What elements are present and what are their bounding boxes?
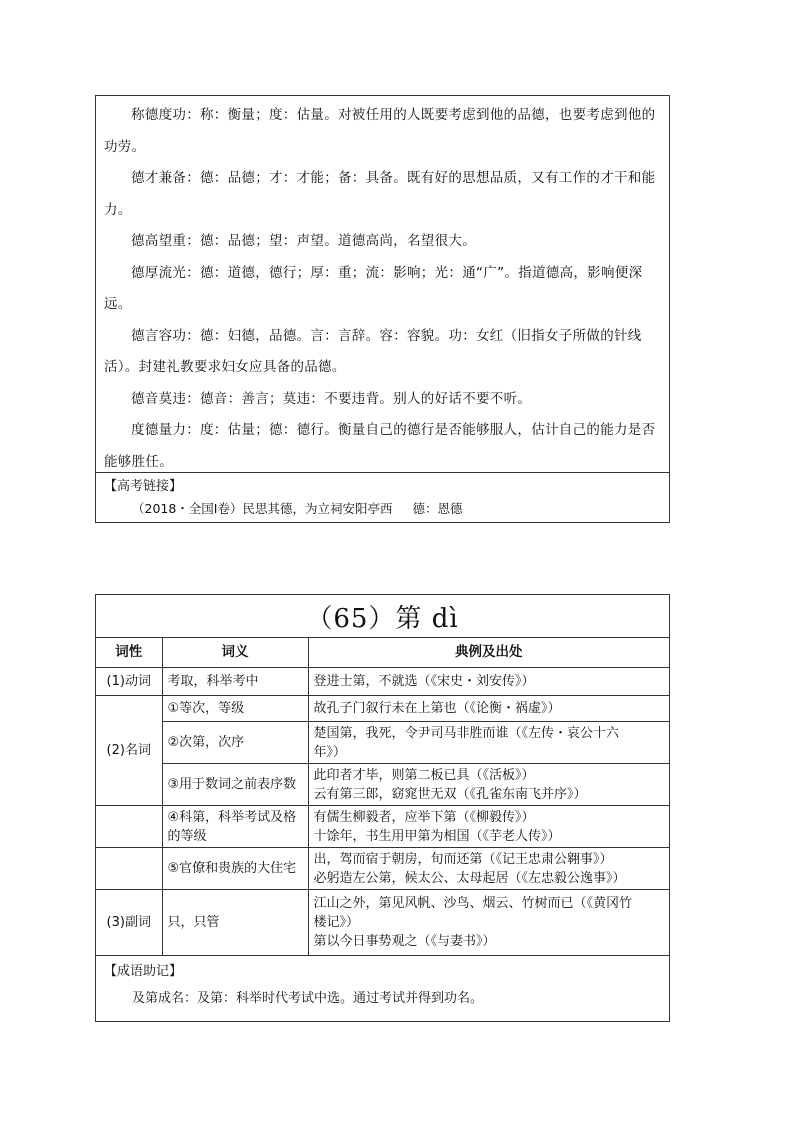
table-row	[96, 696, 669, 722]
pos-cell: (3)副词	[96, 890, 162, 956]
example-line: 出，驾而宿于朝房，旬而还第（《记王忠肃公翱事》）	[313, 851, 613, 867]
pos-cell-empty	[96, 848, 162, 890]
example-cell	[308, 764, 669, 806]
idiom-box	[95, 95, 670, 523]
idiom-entry: 德音莫违：德音：善言；莫违：不要违背。别人的好话不要不听。	[131, 390, 532, 407]
example-line: 江山之外，第见风帆、沙鸟、烟云、竹树而已（《黄冈竹	[313, 896, 633, 911]
meaning-cell: ①等次，等级	[162, 696, 308, 722]
idiom-entry: 德言容功：德：妇德，品德。言：言辞。容：容貌。功：女红（旧指女子所做的针线活）。封建礼教要求妇女应具备的品德。	[104, 327, 642, 375]
exam-link-example	[104, 498, 663, 520]
example-cell	[308, 890, 669, 956]
table-row	[96, 764, 669, 806]
idiom-entry: 德厚流光：德：道德，德行；厚：重；流：影响；光：通“广”。指道德高，影响便深远。	[104, 264, 643, 312]
table-header-row	[96, 638, 669, 668]
header-examples: 典例及出处	[308, 638, 669, 668]
example-line: 故孔子门叙行未在上第也（《论衡・祸虚》）	[313, 701, 561, 716]
example-line: 楼记》）	[313, 915, 360, 930]
meaning-cell: ⑤官僚和贵族的大住宅	[162, 848, 308, 890]
pos-cell: (1)动词	[96, 668, 162, 696]
table-row	[96, 848, 669, 890]
header-pos: 词性	[96, 638, 162, 668]
idiom-entry: 称德度功：称：衡量；度：估量。对被任用的人既要考虑到他的品德，也要考虑到他的功劳。	[104, 107, 656, 155]
exam-link-heading: 【高考链接】	[104, 479, 183, 494]
idiom-entry: 德高望重：德：品德；望：声望。道德高尚，名望很大。	[131, 233, 476, 249]
table-row	[96, 722, 669, 764]
meaning-cell: 只，只管	[162, 890, 308, 956]
idiom-memo-section	[96, 956, 669, 1012]
example-line: 第以今日事势观之（《与妻书》）	[313, 934, 496, 949]
idiom-entry: 度德量力：度：估量；德：德行。衡量自己的德行是否能够服人，估计自己的能力是否能够胜任。	[104, 422, 656, 470]
table-row	[96, 806, 669, 848]
character-table-box	[95, 594, 670, 1022]
example-line: 必躬造左公第，候太公、太母起居（《左忠毅公逸事》）	[313, 870, 626, 886]
meaning-cell: ③用于数词之前表序数	[162, 764, 308, 806]
example-line: 年》）	[313, 744, 347, 760]
memo-heading: 【成语助记】	[104, 964, 183, 979]
exam-link-answer: 德：恩德	[412, 501, 463, 516]
meaning-cell: 考取，科举考中	[162, 668, 308, 696]
example-cell	[308, 848, 669, 890]
exam-link-sentence: （2018・全国Ⅰ卷）民思其德，为立祠安阳亭西	[132, 501, 393, 516]
pos-cell-empty	[96, 806, 162, 848]
pos-cell: (2)名词	[96, 696, 162, 806]
example-cell	[308, 722, 669, 764]
meaning-cell: ④科第，科举考试及格的等级	[162, 806, 308, 848]
idiom-entry: 德才兼备：德：品德；才：才能；备：具备。既有好的思想品质，又有工作的才干和能力。	[104, 170, 656, 218]
example-line: 楚国第，我死，令尹司马非胜而谁（《左传・哀公十六	[313, 725, 620, 741]
table-row	[96, 668, 669, 696]
character-title: （65）第 dì	[96, 595, 669, 638]
example-line: 此印者才毕，则第二板已具（《活板》）	[313, 767, 535, 783]
example-line: 云有第三郎，窈窕世无双（《孔雀东南飞并序》）	[313, 786, 587, 802]
header-meaning: 词义	[162, 638, 308, 668]
example-line: 十馀年，书生用甲第为相国（《芋老人传》）	[313, 828, 561, 844]
memo-text: 及第成名：及第：科举时代考试中选。通过考试并得到功名。	[132, 991, 484, 1006]
example-line: 有儒生柳毅者，应举下第（《柳毅传》）	[313, 809, 535, 825]
exam-link-section	[96, 473, 669, 523]
example-cell	[308, 696, 669, 722]
meaning-cell: ②次第，次序	[162, 722, 308, 764]
meaning-table	[96, 638, 669, 956]
example-cell	[308, 668, 669, 696]
example-cell	[308, 806, 669, 848]
table-row	[96, 890, 669, 956]
idiom-list	[96, 96, 669, 473]
example-line: 登进士第，不就选（《宋史・刘安传》）	[313, 674, 535, 689]
